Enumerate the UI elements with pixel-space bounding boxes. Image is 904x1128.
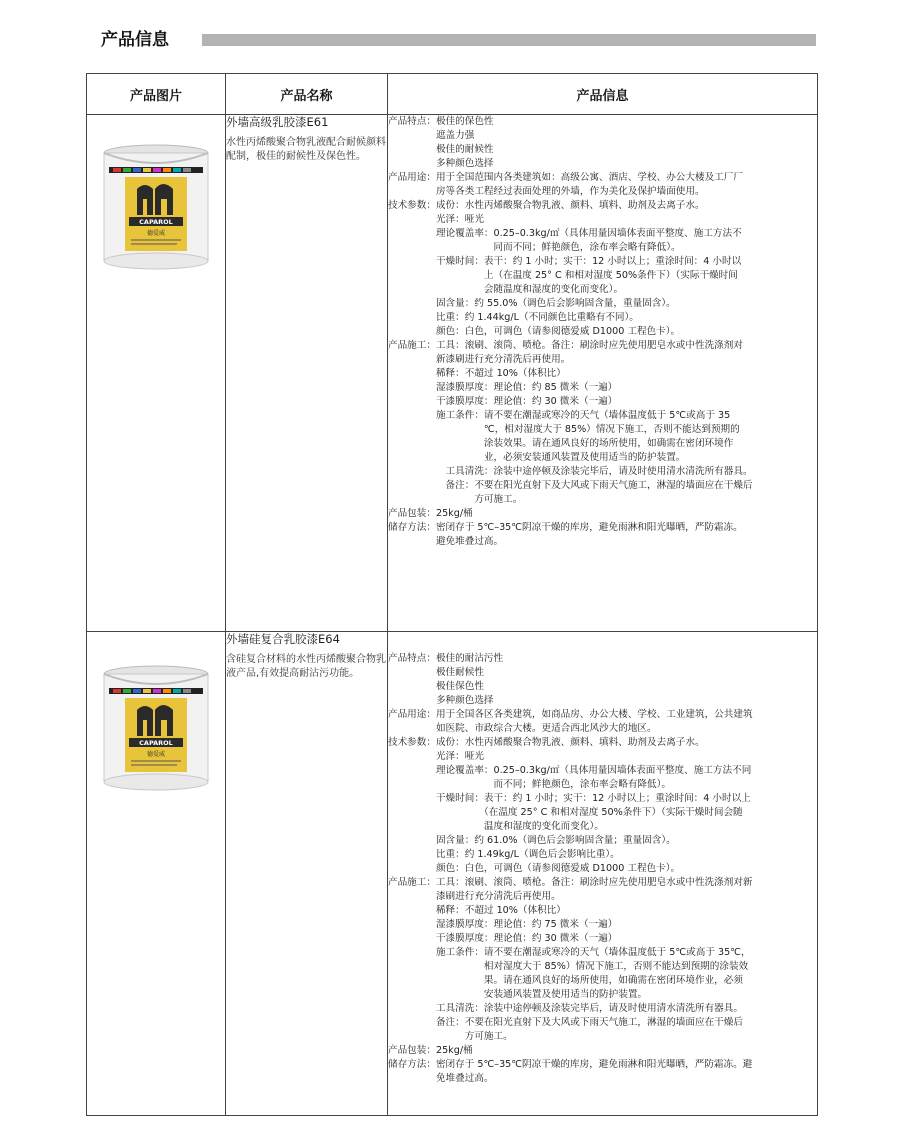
table-row [87,632,818,1116]
product-table [86,73,818,1116]
product-name-cell [226,632,388,1116]
info-line: 稀释：不超过 10%（体积比） [388,905,566,916]
info-line: 稀释：不超过 10%（体积比） [388,368,566,379]
column-header-info: 产品信息 [388,74,818,115]
info-line: 产品特点：极佳的耐沾污性 [388,653,504,664]
info-line: ℃，相对湿度大于 85%）情况下施工，否则不能达到预期的 [388,424,740,435]
info-line: 遮盖力强 [388,130,475,141]
info-line: 多种颜色选择 [388,695,494,706]
info-line: 产品施工：工具：滚刷、滚筒、喷枪。备注：刷涂时应先使用肥皂水或中性洗涤剂对 [388,340,743,351]
product-info-cell [388,632,818,1116]
info-line: 施工条件：请不要在潮湿或寒冷的天气（墙体温度低于 5℃或高于 35℃， [388,947,751,958]
product-description: 含硅复合材料的水性丙烯酸聚合物乳液产品,有效提高耐沾污功能。 [226,654,386,679]
info-line: （在温度 25° C 和相对湿度 50%条件下）（实际干燥时间会随 [388,807,743,818]
info-line: 颜色：白色，可调色（请参阅德爱威 D1000 工程色卡）。 [388,863,681,874]
column-header-name: 产品名称 [226,74,388,115]
info-line: 极佳耐候性 [388,667,484,678]
info-line: 理论覆盖率：0.25–0.3kg/㎡（具体用量因墙体表面平整度、施工方法不 [388,228,742,239]
can-brand-cn: 德爱威 [146,751,166,758]
can-brand: CAPAROL [139,218,173,226]
info-line: 产品包装：25kg/桶 [388,1045,473,1056]
info-line: 储存方法：密闭存于 5℃–35℃阴凉干燥的库房，避免雨淋和阳光曝晒，严防霜冻。 [388,522,743,533]
info-line: 备注：不要在阳光直射下及大风或下雨天气施工，淋湿的墙面应在干燥后 [388,1017,743,1028]
info-line: 极佳的耐候性 [388,144,494,155]
can-brand: CAPAROL [139,739,173,747]
product-image-cell [87,115,226,632]
table-header-row [87,74,818,115]
info-line: 产品用途：用于全国各区各类建筑，如商品房、办公大楼、学校、工业建筑，公共建筑 [388,709,753,720]
product-image-cell [87,632,226,1116]
info-line: 干漆膜厚度：理论值：约 30 微米（一遍） [388,396,618,407]
info-line: 同而不同；鲜艳颜色，涂布率会略有降低）。 [388,242,681,253]
info-line: 施工条件：请不要在潮湿或寒冷的天气（墙体温度低于 5℃或高于 35 [388,410,731,421]
info-line: 涂装效果。请在通风良好的场所使用，如确需在密闭环境作 [388,438,734,449]
info-line: 干燥时间：表干：约 1 小时；实干：12 小时以上；重涂时间：4 小时以上 [388,793,751,804]
info-line: 房等各类工程经过表面处理的外墙，作为美化及保护墙面使用。 [388,186,705,197]
info-line: 新漆刷进行充分清洗后再使用。 [388,354,571,365]
info-line: 果。请在通风良好的场所使用，如确需在密闭环境作业，必须 [388,975,743,986]
info-line: 湿漆膜厚度：理论值：约 85 微米（一遍） [388,382,618,393]
column-header-image: 产品图片 [87,74,226,115]
paint-bucket-image [101,664,211,792]
info-line: 技术参数：成份：水性丙烯酸聚合物乳液、颜料、填料、助剂及去离子水。 [388,200,705,211]
info-line: 产品施工：工具：滚刷、滚筒、喷枪。备注：刷涂时应先使用肥皂水或中性洗涤剂对新 [388,877,753,888]
product-name-cell [226,115,388,632]
info-line: 比重：约 1.49kg/L（调色后会影响比重）。 [388,849,620,860]
info-line: 理论覆盖率：0.25–0.3kg/㎡（具体用量因墙体表面平整度、施工方法不同 [388,765,752,776]
info-line: 产品用途：用于全国范围内各类建筑如：高级公寓、酒店、学校、办公大楼及工厂厂 [388,172,743,183]
info-line: 储存方法：密闭存于 5℃–35℃阴凉干燥的库房，避免雨淋和阳光曝晒，严防霜冻。避 [388,1059,753,1070]
info-line: 上（在温度 25° C 和相对湿度 50%条件下）（实际干燥时间 [388,270,738,281]
product-description: 水性丙烯酸聚合物乳液配合耐候颜料配制，极佳的耐候性及保色性。 [226,137,386,162]
info-line: 干燥时间：表干：约 1 小时；实干：12 小时以上；重涂时间：4 小时以 [388,256,742,267]
product-info-list [388,652,817,1086]
section-title: 产品信息 [101,30,169,50]
info-line: 产品特点：极佳的保色性 [388,116,494,127]
info-line: 湿漆膜厚度：理论值：约 75 微米（一遍） [388,919,618,930]
info-line: 业，必须安装通风装置及使用适当的防护装置。 [388,452,686,463]
product-name: 外墙硅复合乳胶漆E64 [226,632,340,646]
info-line: 工具清洗：涂装中途停顿及涂装完毕后，请及时使用清水清洗所有器具。 [388,1003,743,1014]
info-line: 干漆膜厚度：理论值：约 30 微米（一遍） [388,933,618,944]
info-line: 工具清洗：涂装中途停顿及涂装完毕后，请及时使用清水清洗所有器具。 [388,466,753,477]
info-line: 固含量：约 61.0%（调色后会影响固含量；重量固含）。 [388,835,676,846]
info-line: 避免堆叠过高。 [388,536,504,547]
table-row [87,115,818,632]
can-brand-cn: 德爱威 [146,230,166,237]
info-line: 如医院、市政综合大楼。更适合西北风沙大的地区。 [388,723,657,734]
info-line: 技术参数：成份：水性丙烯酸聚合物乳液、颜料、填料、助剂及去离子水。 [388,737,705,748]
info-line: 产品包装：25kg/桶 [388,508,473,519]
info-line: 颜色：白色，可调色（请参阅德爱威 D1000 工程色卡）。 [388,326,681,337]
info-line: 比重：约 1.44kg/L（不同颜色比重略有不同）。 [388,312,639,323]
info-line: 固含量：约 55.0%（调色后会影响固含量，重量固含）。 [388,298,676,309]
info-line: 安装通风装置及使用适当的防护装置。 [388,989,648,1000]
paint-bucket-image [101,143,211,271]
product-name: 外墙高级乳胶漆E61 [226,115,329,129]
info-line: 方可施工。 [388,1031,513,1042]
info-line: 免堆叠过高。 [388,1073,494,1084]
info-line: 会随温度和湿度的变化而变化）。 [388,284,624,295]
info-line: 光泽：哑光 [388,751,484,762]
info-line: 极佳保色性 [388,681,484,692]
info-line: 光泽：哑光 [388,214,484,225]
info-line: 多种颜色选择 [388,158,494,169]
info-line: 温度和湿度的变化而变化）。 [388,821,604,832]
product-info-list [388,115,817,549]
info-line: 而不同；鲜艳颜色，涂布率会略有降低）。 [388,779,672,790]
info-line: 方可施工。 [388,494,523,505]
product-info-cell [388,115,818,632]
info-line: 相对湿度大于 85%）情况下施工，否则不能达到预期的涂装效 [388,961,749,972]
header-divider-bar [202,34,816,46]
info-line: 漆刷进行充分清洗后再使用。 [388,891,561,902]
section-header [101,28,816,52]
info-line: 备注：不要在阳光直射下及大风或下雨天气施工，淋湿的墙面应在干燥后 [388,480,753,491]
